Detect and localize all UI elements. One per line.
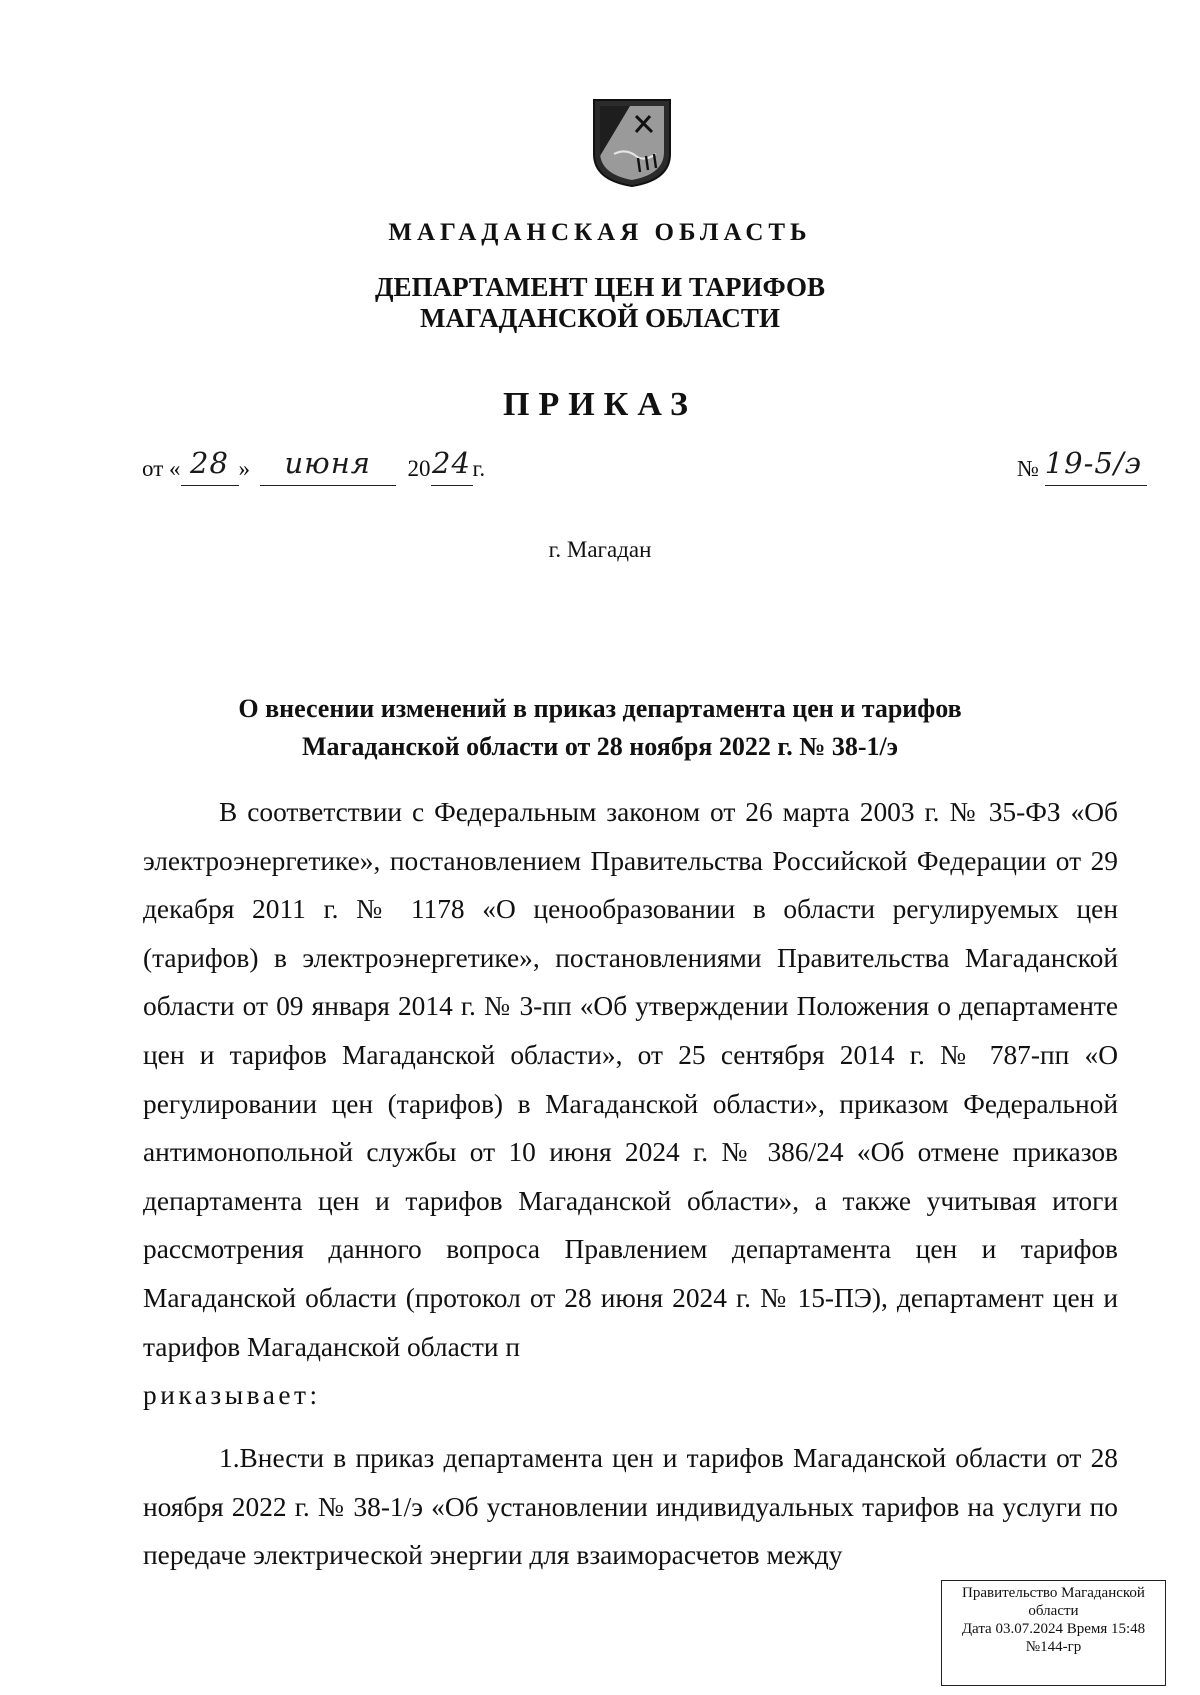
department-line-2: МАГАДАНСКОЙ ОБЛАСТИ (420, 303, 780, 333)
date-year-mark: г. (472, 456, 486, 481)
region-name: МАГАДАНСКАЯ ОБЛАСТЬ (388, 219, 812, 246)
date-prefix: от « (142, 456, 181, 481)
date-month-field (260, 446, 396, 486)
decree-word: риказывает: (143, 1380, 321, 1411)
item-1-paragraph: 1.Внести в приказ департамента цен и тарифов Магаданской области от 28 ноября 2022 г. № 38-1/э «Об установлении индивидуальных тарифов на услуги по передаче электрической энергии для взаиморасчетов между (143, 1443, 1118, 1571)
subject-line-1: О внесении изменений в приказ департамента цен и тарифов (238, 694, 962, 723)
date-day-field (181, 446, 239, 486)
preamble-paragraph (143, 788, 1118, 1420)
department-line-1: ДЕПАРТАМЕНТ ЦЕН И ТАРИФОВ (374, 272, 826, 302)
date-year-prefix: 20 (407, 456, 431, 481)
subject-line-2: Магаданской области от 28 ноября 2022 г. № 38-1/э (302, 732, 898, 761)
order-number (1017, 446, 1147, 486)
city: г. Магадан (548, 537, 652, 562)
department-name (0, 272, 1200, 334)
date-month: июня (284, 446, 371, 480)
date-day: 28 (190, 446, 229, 480)
date-year-suffix: 24 (432, 446, 471, 480)
order-number-field (1044, 446, 1147, 486)
registration-stamp (941, 1580, 1166, 1686)
order-number-label: № (1017, 456, 1039, 481)
stamp-line-4: №144-гр (1025, 1639, 1082, 1655)
coat-of-arms-icon (590, 96, 674, 188)
date-year-field (431, 446, 473, 486)
order-subject (0, 690, 1200, 766)
order-number-value: 19-5/э (1044, 446, 1142, 480)
preamble-text: В соответствии с Федеральным законом от 26 марта 2003 г. № 35-ФЗ «Об электроэнергетике», постановлением Правительства Российской Федерации от 29 декабря 2011 г. № 1178 «О ценообразовании в области регулируемых цен (тарифов) в электроэнергетике», постановлениями Правительства Магаданской области от 09 января 2014 г. № 3-пп «Об утверждении Положения о департаменте цен и тарифов Магаданской области», от 25 сентября 2014 г. № 787-пп «О регулировании цен (тарифов) в Магаданской области», приказом Федеральной антимонопольной службы от 10 июня 2024 г. № 386/24 «Об отмене приказов департамента цен и тарифов Магаданской области», а также учитывая итоги рассмотрения данного вопроса Правлением департамента цен и тарифов Магаданской области (протокол от 28 июня 2024 г. № 15-ПЭ), департамент цен и тарифов Магаданской области п (143, 797, 1118, 1362)
stamp-line-1: Правительство Магаданской (962, 1585, 1145, 1601)
stamp-line-2: области (1028, 1603, 1079, 1619)
document-title: ПРИКАЗ (503, 386, 697, 423)
stamp-line-3: Дата 03.07.2024 Время 15:48 (961, 1621, 1146, 1637)
date-quote-close: » (238, 456, 250, 481)
order-date (142, 446, 486, 486)
